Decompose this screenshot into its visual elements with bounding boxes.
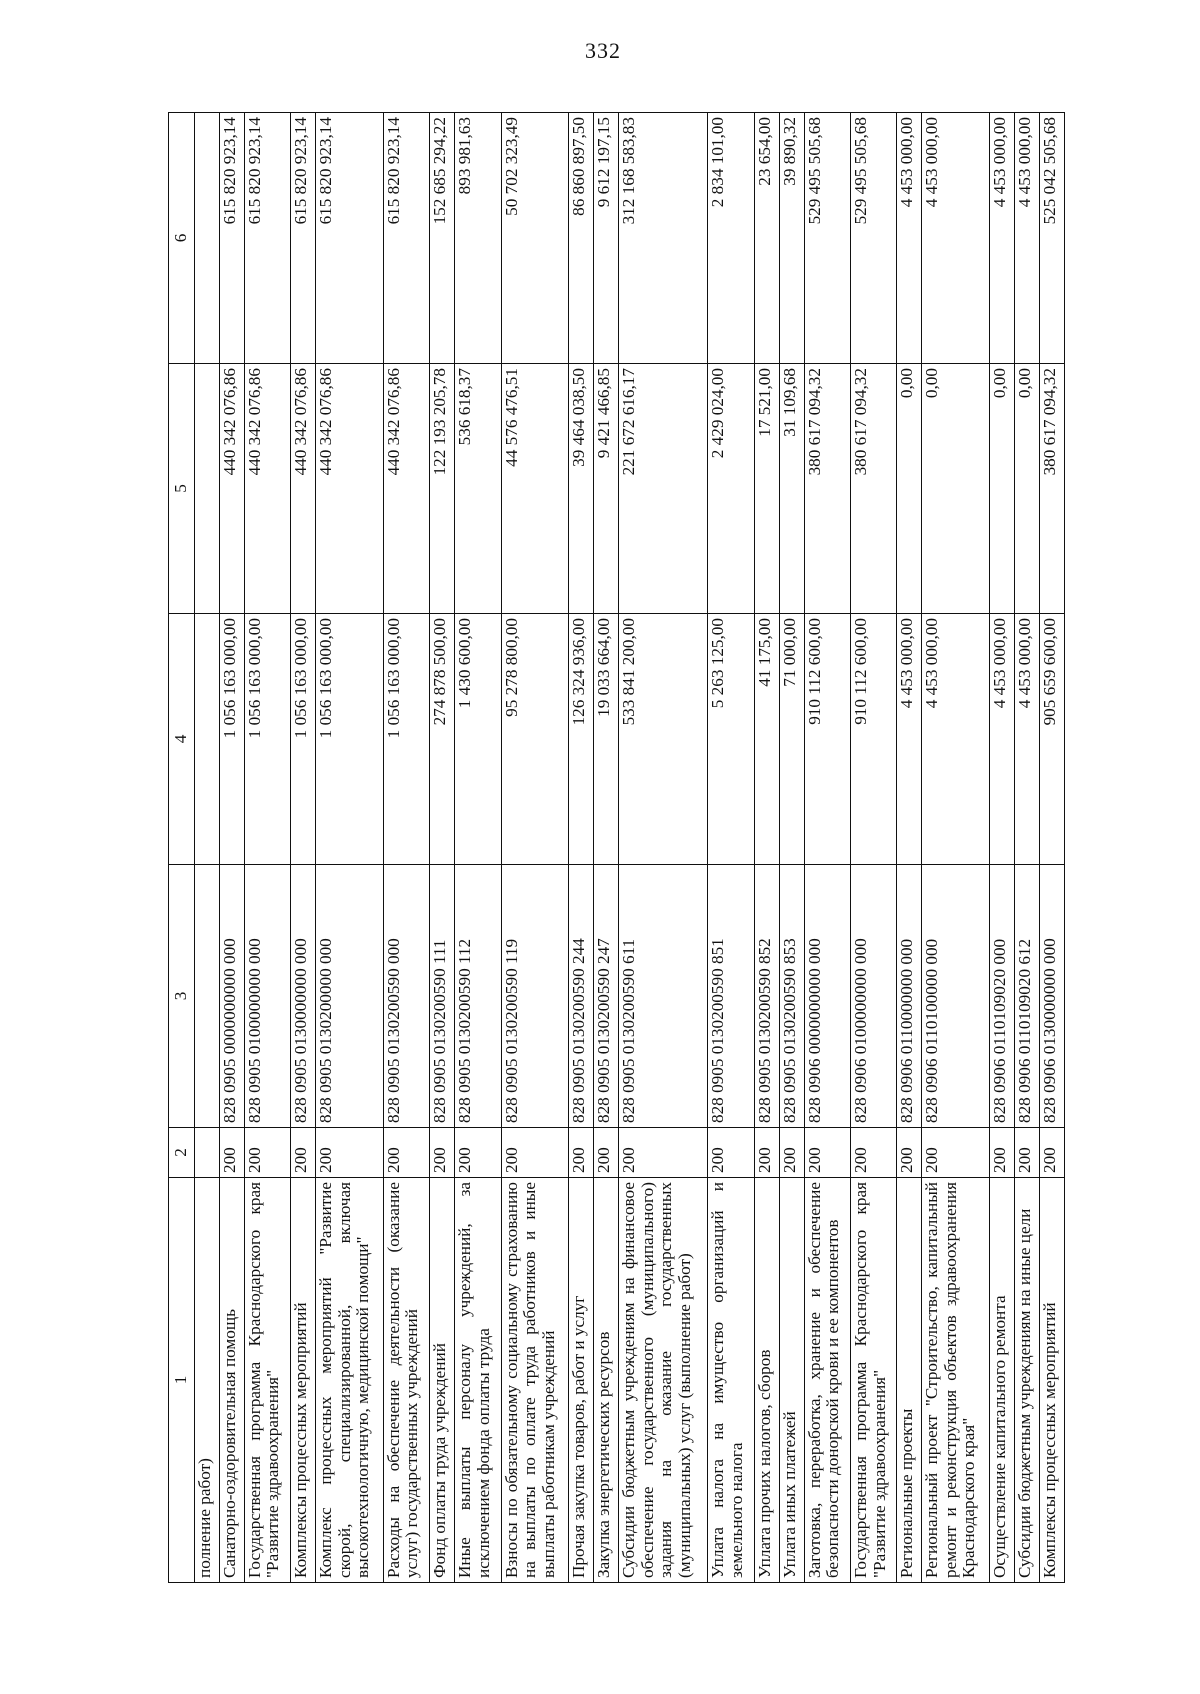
approved-amount-cell: 1 056 163 000,00 [291,614,316,865]
approved-amount-cell: 4 453 000,00 [922,614,990,865]
row-label-cell: Комплексы процессных мероприятий [1039,1178,1064,1583]
column-2-cell: 200 [219,1128,244,1178]
executed-amount-cell: 39 464 038,50 [569,364,594,614]
remaining-amount-cell: 615 820 923,14 [383,113,429,364]
budget-code-cell: 828 0905 0130200590 111 [430,865,455,1128]
executed-amount-cell: 536 618,37 [455,364,501,614]
column-2-cell: 200 [501,1128,569,1178]
column-2-cell: 200 [708,1128,754,1178]
remaining-amount-cell: 4 453 000,00 [990,113,1015,364]
row-label-cell: Государственная программа Краснодарского края "Развитие здравоохранения" [850,1178,896,1583]
budget-code-cell: 828 0906 0110109020 000 [990,865,1015,1128]
budget-code-cell [195,865,220,1128]
column-2-cell: 200 [569,1128,594,1178]
table-row [754,113,779,1583]
row-label-cell: Фонд оплаты труда учреждений [430,1178,455,1583]
column-2-cell: 200 [1039,1128,1064,1178]
executed-amount-cell: 440 342 076,86 [291,364,316,614]
executed-amount-cell: 440 342 076,86 [244,364,290,614]
table-row [990,113,1015,1583]
row-label-cell: Субсидии бюджетным учреждениям на финансовое обеспечение государственного (муниципального) задания на оказание государственных (муниципальных) услуг (выполнение работ) [619,1178,708,1583]
table-row [219,113,244,1583]
approved-amount-cell: 4 453 000,00 [1014,614,1039,865]
budget-code-cell: 828 0906 0110109020 612 [1014,865,1039,1128]
row-label-cell: Уплата прочих налогов, сборов [754,1178,779,1583]
column-2-cell: 200 [850,1128,896,1178]
remaining-amount-cell: 615 820 923,14 [291,113,316,364]
row-label-cell: Уплата иных платежей [779,1178,804,1583]
budget-table [168,112,1065,1583]
column-2-cell: 200 [990,1128,1015,1178]
remaining-amount-cell: 86 860 897,50 [569,113,594,364]
budget-code-cell: 828 0905 0130200590 247 [594,865,619,1128]
budget-code-cell: 828 0906 0100000000 000 [850,865,896,1128]
approved-amount-cell: 910 112 600,00 [850,614,896,865]
approved-amount-cell: 1 056 163 000,00 [316,614,384,865]
table-row [804,113,850,1583]
column-2-cell: 200 [754,1128,779,1178]
executed-amount-cell: 440 342 076,86 [219,364,244,614]
remaining-amount-cell: 893 981,63 [455,113,501,364]
row-label-cell: Закупка энергетических ресурсов [594,1178,619,1583]
table-row [1039,113,1064,1583]
approved-amount-cell: 95 278 800,00 [501,614,569,865]
header-col-2: 2 [169,1128,195,1178]
remaining-amount-cell: 312 168 583,83 [619,113,708,364]
budget-code-cell: 828 0905 0100000000 000 [244,865,290,1128]
budget-code-cell: 828 0905 0130200590 611 [619,865,708,1128]
executed-amount-cell: 31 109,68 [779,364,804,614]
approved-amount-cell: 905 659 600,00 [1039,614,1064,865]
row-label-cell: Региональные проекты [897,1178,922,1583]
column-2-cell [195,1128,220,1178]
approved-amount-cell: 1 056 163 000,00 [383,614,429,865]
executed-amount-cell: 2 429 024,00 [708,364,754,614]
row-label-cell: Комплекс процессных мероприятий "Развитие скорой, специализированной, включая высокотехнологичную, медицинской помощи" [316,1178,384,1583]
table-row [708,113,754,1583]
row-label-cell: Комплексы процессных мероприятий [291,1178,316,1583]
executed-amount-cell: 380 617 094,32 [1039,364,1064,614]
remaining-amount-cell [195,113,220,364]
table-row [594,113,619,1583]
remaining-amount-cell: 525 042 505,68 [1039,113,1064,364]
row-label-cell: полнение работ) [195,1178,220,1583]
table-row [619,113,708,1583]
approved-amount-cell: 533 841 200,00 [619,614,708,865]
row-label-cell: Прочая закупка товаров, работ и услуг [569,1178,594,1583]
remaining-amount-cell: 152 685 294,22 [430,113,455,364]
row-label-cell: Взносы по обязательному социальному страхованию на выплаты по оплате труда работников и иные выплаты работникам учреждений [501,1178,569,1583]
budget-code-cell: 828 0905 0130200590 119 [501,865,569,1128]
table-row [383,113,429,1583]
table-row [291,113,316,1583]
executed-amount-cell: 44 576 476,51 [501,364,569,614]
column-2-cell: 200 [594,1128,619,1178]
approved-amount-cell: 1 056 163 000,00 [219,614,244,865]
row-label-cell: Санаторно-оздоровительная помощь [219,1178,244,1583]
budget-code-cell: 828 0905 0130200590 000 [383,865,429,1128]
header-col-3: 3 [169,865,195,1128]
budget-code-cell: 828 0905 0130200590 851 [708,865,754,1128]
approved-amount-cell: 71 000,00 [779,614,804,865]
budget-code-cell: 828 0906 0130000000 000 [1039,865,1064,1128]
remaining-amount-cell: 615 820 923,14 [316,113,384,364]
budget-code-cell: 828 0905 0130200590 853 [779,865,804,1128]
row-label-cell: Субсидии бюджетным учреждениям на иные цели [1014,1178,1039,1583]
row-label-cell: Государственная программа Краснодарского края "Развитие здравоохранения" [244,1178,290,1583]
remaining-amount-cell: 9 612 197,15 [594,113,619,364]
column-2-cell: 200 [316,1128,384,1178]
remaining-amount-cell: 615 820 923,14 [219,113,244,364]
table-row [501,113,569,1583]
budget-code-cell: 828 0906 0110000000 000 [897,865,922,1128]
column-2-cell: 200 [922,1128,990,1178]
approved-amount-cell: 1 056 163 000,00 [244,614,290,865]
header-col-5: 5 [169,364,195,614]
remaining-amount-cell: 23 654,00 [754,113,779,364]
budget-code-cell: 828 0905 0130200590 112 [455,865,501,1128]
row-label-cell: Осуществление капитального ремонта [990,1178,1015,1583]
column-2-cell: 200 [779,1128,804,1178]
approved-amount-cell [195,614,220,865]
column-2-cell: 200 [1014,1128,1039,1178]
executed-amount-cell: 440 342 076,86 [316,364,384,614]
executed-amount-cell: 0,00 [922,364,990,614]
executed-amount-cell: 122 193 205,78 [430,364,455,614]
approved-amount-cell: 126 324 936,00 [569,614,594,865]
column-2-cell: 200 [804,1128,850,1178]
approved-amount-cell: 41 175,00 [754,614,779,865]
executed-amount-cell [195,364,220,614]
approved-amount-cell: 19 033 664,00 [594,614,619,865]
column-2-cell: 200 [619,1128,708,1178]
table-row [244,113,290,1583]
page-number: 332 [585,38,621,63]
column-2-cell: 200 [383,1128,429,1178]
remaining-amount-cell: 4 453 000,00 [1014,113,1039,364]
executed-amount-cell: 0,00 [990,364,1015,614]
remaining-amount-cell: 39 890,32 [779,113,804,364]
budget-code-cell: 828 0905 0130200590 244 [569,865,594,1128]
header-col-6: 6 [169,113,195,364]
approved-amount-cell: 274 878 500,00 [430,614,455,865]
remaining-amount-cell: 4 453 000,00 [897,113,922,364]
table-row [316,113,384,1583]
row-label-cell: Иные выплаты персоналу учреждений, за исключением фонда оплаты труда [455,1178,501,1583]
budget-code-cell: 828 0905 0130000000 000 [291,865,316,1128]
table-row [779,113,804,1583]
table-row [195,113,220,1583]
remaining-amount-cell: 50 702 323,49 [501,113,569,364]
row-label-cell: Уплата налога на имущество организаций и земельного налога [708,1178,754,1583]
executed-amount-cell: 0,00 [897,364,922,614]
approved-amount-cell: 1 430 600,00 [455,614,501,865]
column-2-cell: 200 [897,1128,922,1178]
executed-amount-cell: 221 672 616,17 [619,364,708,614]
executed-amount-cell: 0,00 [1014,364,1039,614]
executed-amount-cell: 440 342 076,86 [383,364,429,614]
executed-amount-cell: 380 617 094,32 [804,364,850,614]
column-2-cell: 200 [430,1128,455,1178]
table-row [922,113,990,1583]
column-2-cell: 200 [291,1128,316,1178]
column-2-cell: 200 [244,1128,290,1178]
table-row [430,113,455,1583]
approved-amount-cell: 910 112 600,00 [804,614,850,865]
table-row [1014,113,1039,1583]
executed-amount-cell: 9 421 466,85 [594,364,619,614]
header-col-1: 1 [169,1178,195,1583]
table-body [195,113,1065,1583]
remaining-amount-cell: 529 495 505,68 [804,113,850,364]
header-row [169,113,195,1583]
column-2-cell: 200 [455,1128,501,1178]
row-label-cell: Расходы на обеспечение деятельности (оказание услуг) государственных учреждений [383,1178,429,1583]
approved-amount-cell: 4 453 000,00 [990,614,1015,865]
row-label-cell: Заготовка, переработка, хранение и обеспечение безопасности донорской крови и ее компонентов [804,1178,850,1583]
budget-code-cell: 828 0905 0130200000 000 [316,865,384,1128]
remaining-amount-cell: 4 453 000,00 [922,113,990,364]
remaining-amount-cell: 529 495 505,68 [850,113,896,364]
table-row [455,113,501,1583]
remaining-amount-cell: 2 834 101,00 [708,113,754,364]
executed-amount-cell: 380 617 094,32 [850,364,896,614]
budget-code-cell: 828 0905 0130200590 852 [754,865,779,1128]
table-row [897,113,922,1583]
budget-code-cell: 828 0906 0000000000 000 [804,865,850,1128]
header-col-4: 4 [169,614,195,865]
rotated-table-wrapper [168,113,1065,1583]
budget-code-cell: 828 0905 0000000000 000 [219,865,244,1128]
budget-code-cell: 828 0906 0110100000 000 [922,865,990,1128]
table-row [569,113,594,1583]
remaining-amount-cell: 615 820 923,14 [244,113,290,364]
approved-amount-cell: 5 263 125,00 [708,614,754,865]
row-label-cell: Региональный проект "Строительство, капитальный ремонт и реконструкция объектов здравоохранения Краснодарского края" [922,1178,990,1583]
approved-amount-cell: 4 453 000,00 [897,614,922,865]
table-row [850,113,896,1583]
executed-amount-cell: 17 521,00 [754,364,779,614]
